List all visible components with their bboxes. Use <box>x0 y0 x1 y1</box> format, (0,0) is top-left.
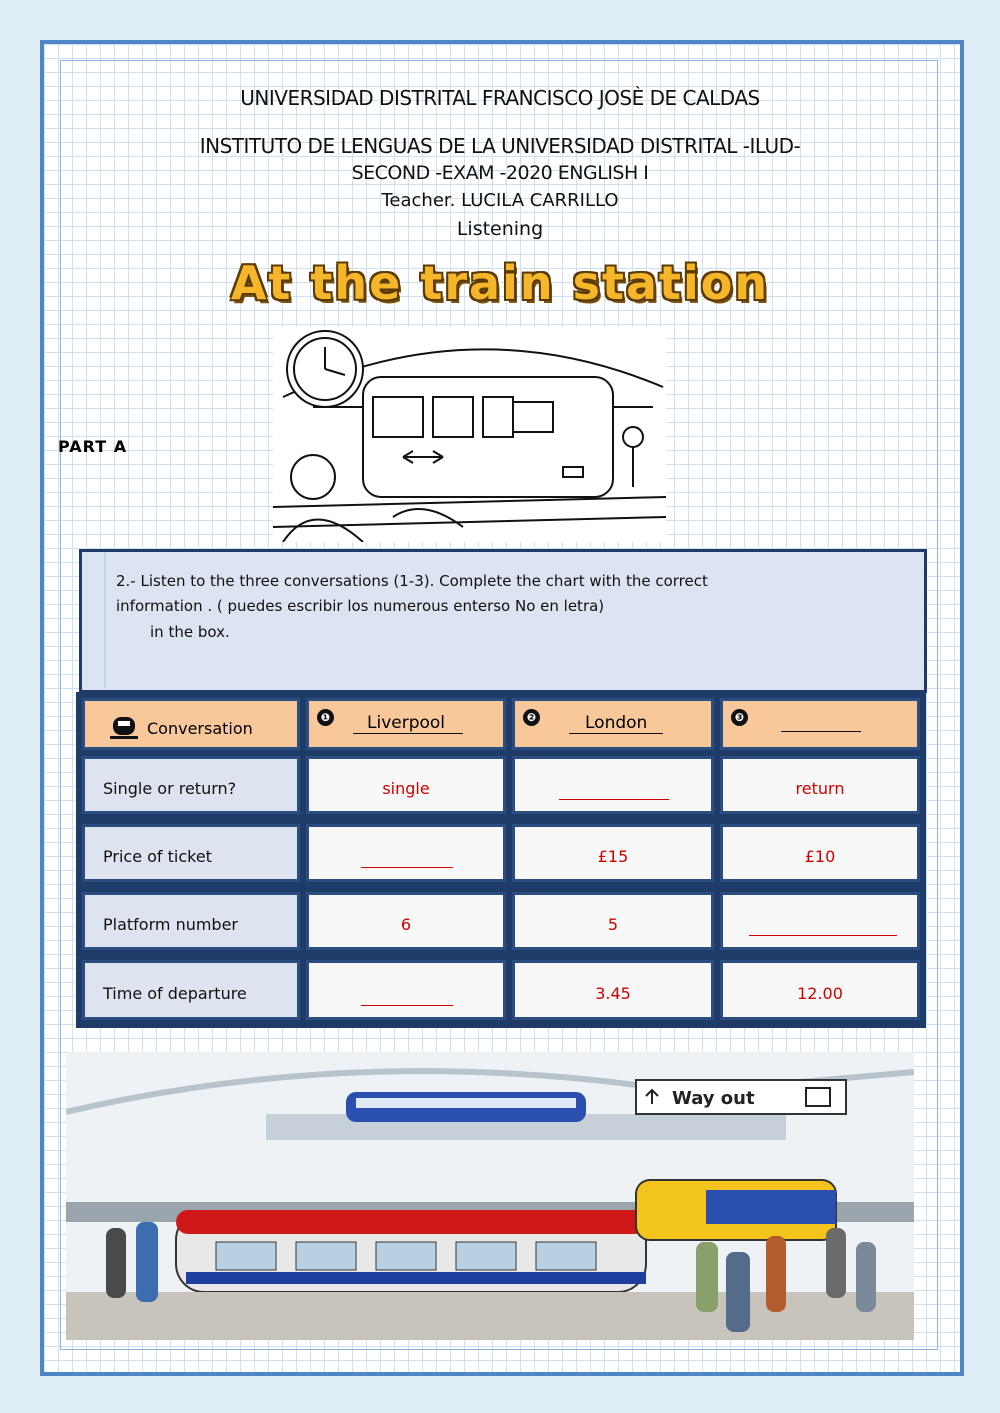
answer-cell <box>306 892 506 950</box>
answer-blank[interactable] <box>361 849 453 868</box>
station-illustration <box>66 1052 914 1340</box>
col-header-2 <box>512 698 714 750</box>
answer-cell <box>512 756 714 814</box>
col-header-1 <box>306 698 506 750</box>
row-label-cell <box>82 824 300 882</box>
col-header-3 <box>720 698 920 750</box>
way-out-sign-text: Way out <box>672 1088 755 1109</box>
answer-text: return <box>795 779 845 798</box>
answer-cell <box>512 960 714 1020</box>
number-1-icon: ❶ <box>317 709 334 726</box>
number-2-icon: ❷ <box>523 709 540 726</box>
teacher-name: Teacher. LUCILA CARRILLO <box>381 190 619 211</box>
answer-cell <box>306 960 506 1020</box>
station-illustration-svg <box>66 1052 914 1340</box>
answer-text: £10 <box>804 847 836 866</box>
row-label-cell <box>82 892 300 950</box>
train-station-drawing <box>273 327 666 542</box>
instructions-box <box>79 549 927 693</box>
row-label-departure: Time of departure <box>103 984 247 1003</box>
university-name: UNIVERSIDAD DISTRITAL FRANCISCO JOSÈ DE CALDAS <box>240 86 760 110</box>
answer-cell <box>306 756 506 814</box>
answer-cell <box>720 960 920 1020</box>
row-label-cell <box>82 960 300 1020</box>
corner-header-cell <box>82 698 300 750</box>
institute-name: INSTITUTO DE LENGUAS DE LA UNIVERSIDAD DISTRITAL -ILUD- <box>199 134 801 158</box>
answer-text: 12.00 <box>797 984 843 1003</box>
answer-text: 6 <box>400 915 412 934</box>
instructions-line-3: in the box. <box>150 623 230 641</box>
answer-text: single <box>382 779 430 798</box>
col-header-3-name <box>781 713 861 732</box>
instructions-inner <box>104 552 924 688</box>
answer-cell <box>720 756 920 814</box>
answer-blank[interactable] <box>749 917 897 936</box>
answer-cell <box>720 824 920 882</box>
answer-cell <box>512 824 714 882</box>
col-header-2-name: London <box>569 713 663 734</box>
number-3-icon: ❸ <box>731 709 748 726</box>
col-header-1-name: Liverpool <box>353 713 463 734</box>
exam-name: SECOND -EXAM -2020 ENGLISH I <box>351 162 649 184</box>
section-name: Listening <box>456 218 544 240</box>
row-label-single-return: Single or return? <box>103 779 237 798</box>
answer-text: 3.45 <box>595 984 631 1003</box>
part-label: PART A <box>58 437 128 456</box>
row-label-price: Price of ticket <box>103 847 212 866</box>
answer-cell <box>720 892 920 950</box>
row-label-cell <box>82 756 300 814</box>
answer-cell <box>512 892 714 950</box>
row-label-platform: Platform number <box>103 915 239 934</box>
train-icon <box>109 715 139 741</box>
conversation-label: Conversation <box>147 719 253 738</box>
answer-table <box>76 692 926 1028</box>
instructions-line-2: information . ( puedes escribir los numerous enterso No en letra) <box>116 597 605 615</box>
answer-text: 5 <box>607 915 619 934</box>
answer-blank[interactable] <box>559 781 669 800</box>
instructions-line-1: 2.- Listen to the three conversations (1-3). Complete the chart with the correct <box>116 572 708 590</box>
train-drawing-svg <box>273 327 666 542</box>
answer-cell <box>306 824 506 882</box>
answer-text: £15 <box>597 847 629 866</box>
page-title: At the train station <box>230 256 770 310</box>
answer-blank[interactable] <box>361 987 453 1006</box>
